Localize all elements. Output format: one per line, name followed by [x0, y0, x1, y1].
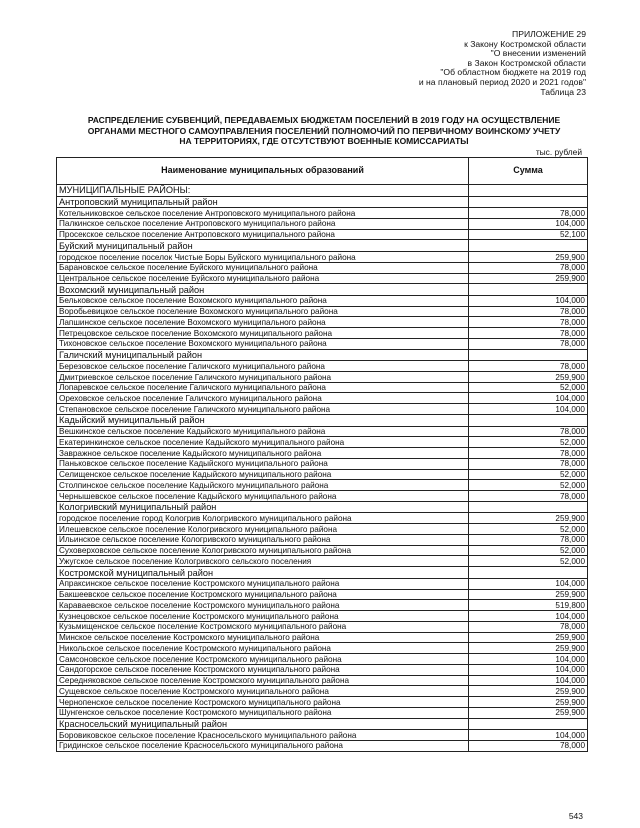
amount-cell: 104,000 — [469, 654, 588, 665]
section-name: Буйский муниципальный район — [57, 240, 469, 252]
amount-cell: 78,000 — [469, 448, 588, 459]
settlement-name: Илешевское сельское поселение Кологривского муниципального района — [57, 524, 469, 535]
page-number: 543 — [568, 811, 583, 821]
section-name: Вохомский муниципальный район — [57, 284, 469, 296]
settlement-name: Палкинское сельское поселение Антроповского муниципального района — [57, 218, 469, 229]
amount-cell: 104,000 — [469, 218, 588, 229]
settlement-name: Суховерховское сельское поселение Кологривского муниципального района — [57, 545, 469, 556]
settlement-name: Чернопенское сельское поселение Костромского муниципального района — [57, 697, 469, 708]
settlement-name: Никольское сельское поселение Костромского муниципального района — [57, 643, 469, 654]
amount-cell: 78,000 — [469, 317, 588, 328]
amount-cell: 52,000 — [469, 469, 588, 480]
amount-cell — [469, 185, 588, 197]
title-line: НА ТЕРРИТОРИЯХ, ГДЕ ОТСУТСТВУЮТ ВОЕННЫЕ КОМИССАРИАТЫ — [179, 136, 469, 146]
settlement-name: Дмитриевское сельское поселение Галичского муниципального района — [57, 371, 469, 382]
settlement-name: Селищенское сельское поселение Кадыйского муниципального района — [57, 469, 469, 480]
amount-cell — [469, 284, 588, 296]
units-label: тыс. рублей — [535, 147, 582, 157]
amount-cell — [469, 567, 588, 579]
section-name: Красносельский муниципальный район — [57, 718, 469, 730]
settlement-name: Лапшинское сельское поселение Вохомского муниципального района — [57, 317, 469, 328]
table-row — [57, 730, 588, 741]
section-row — [57, 414, 588, 426]
amount-cell: 259,900 — [469, 252, 588, 263]
settlement-name: Шунгенское сельское поселение Костромского муниципального района — [57, 707, 469, 718]
table-row — [57, 361, 588, 372]
title-line: РАСПРЕДЕЛЕНИЕ СУБВЕНЦИЙ, ПЕРЕДАВАЕМЫХ БЮДЖЕТАМ ПОСЕЛЕНИЙ В 2019 ГОДУ НА ОСУЩЕСТВЛЕНИЕ — [87, 115, 561, 125]
settlement-name: Боровиковское сельское поселение Красносельского муниципального района — [57, 730, 469, 741]
title-line: ОРГАНАМИ МЕСТНОГО САМОУПРАВЛЕНИЯ ПОСЕЛЕНИЙ ПОЛНОМОЧИЙ ПО ПЕРВИЧНОМУ ВОИНСКОМУ УЧЕТУ — [87, 125, 561, 136]
table-row — [57, 632, 588, 643]
amount-cell: 52,000 — [469, 556, 588, 567]
settlement-name: Сандогорское сельское поселение Костромского муниципального района — [57, 664, 469, 675]
table-row — [57, 621, 588, 632]
settlement-name: Караваевское сельское поселение Костромского муниципального района — [57, 600, 469, 611]
table-row — [57, 534, 588, 545]
table-row — [57, 448, 588, 459]
amount-cell: 104,000 — [469, 611, 588, 622]
table-row — [57, 578, 588, 589]
settlement-name: Самсоновское сельское поселение Костромского муниципального района — [57, 654, 469, 665]
amount-cell: 52,100 — [469, 229, 588, 240]
header-line: и на плановый период 2020 и 2021 годов" — [418, 76, 586, 87]
section-name: Костромской муниципальный район — [57, 567, 469, 579]
table-row — [57, 328, 588, 339]
table-row — [57, 382, 588, 393]
table-row — [57, 740, 588, 751]
amount-cell: 259,900 — [469, 589, 588, 600]
amount-cell: 104,000 — [469, 578, 588, 589]
table-row — [57, 513, 588, 524]
table-row — [57, 707, 588, 718]
amount-cell — [469, 718, 588, 730]
table-header-row — [57, 158, 588, 185]
amount-cell: 259,900 — [469, 643, 588, 654]
settlement-name: городское поселение город Кологрив Кологривского муниципального района — [57, 513, 469, 524]
section-row — [57, 196, 588, 208]
amount-cell: 52,000 — [469, 437, 588, 448]
table-row — [57, 229, 588, 240]
settlement-name: Ореховское сельское поселение Галичского муниципального района — [57, 393, 469, 404]
section-row — [57, 718, 588, 730]
section-name: Галичский муниципальный район — [57, 349, 469, 361]
table-row — [57, 426, 588, 437]
settlement-name: Гридинское сельское поселение Красносельского муниципального района — [57, 740, 469, 751]
table-row — [57, 371, 588, 382]
amount-cell: 259,900 — [469, 371, 588, 382]
settlement-name: Кузьмищенское сельское поселение Костромского муниципального района — [57, 621, 469, 632]
settlement-name: Степановское сельское поселение Галичского муниципального района — [57, 404, 469, 415]
document-header — [419, 30, 586, 97]
amount-cell: 259,900 — [469, 632, 588, 643]
settlement-name: Паньковское сельское поселение Кадыйского муниципального района — [57, 458, 469, 469]
table-row — [57, 469, 588, 480]
table-row — [57, 393, 588, 404]
settlement-name: Ильинское сельское поселение Кологривского муниципального района — [57, 534, 469, 545]
table-row — [57, 697, 588, 708]
header-line: в Закон Костромской области — [467, 57, 586, 68]
amount-cell: 78,000 — [469, 328, 588, 339]
amount-cell: 519,800 — [469, 600, 588, 611]
amount-cell — [469, 501, 588, 513]
table-row — [57, 545, 588, 556]
table-row — [57, 262, 588, 273]
settlement-name: Середняковское сельское поселение Костромского муниципального района — [57, 675, 469, 686]
amount-cell: 259,900 — [469, 697, 588, 708]
settlement-name: Ужугское сельское поселение Кологривского сельского поселения — [57, 556, 469, 567]
amount-cell: 104,000 — [469, 730, 588, 741]
table-body — [57, 185, 588, 752]
section-name: Антроповский муниципальный район — [57, 196, 469, 208]
section-row — [57, 240, 588, 252]
amount-cell: 52,000 — [469, 524, 588, 535]
amount-cell: 52,000 — [469, 480, 588, 491]
settlement-name: Бакшеевское сельское поселение Костромского муниципального района — [57, 589, 469, 600]
amount-cell: 78,000 — [469, 491, 588, 502]
header-line: Таблица 23 — [540, 86, 586, 97]
amount-cell — [469, 349, 588, 361]
section-name: Кологривский муниципальный район — [57, 501, 469, 513]
settlement-name: городское поселение поселок Чистые Боры Буйского муниципального района — [57, 252, 469, 263]
amount-cell: 78,000 — [469, 208, 588, 219]
table-row — [57, 208, 588, 219]
settlement-name: Сущевское сельское поселение Костромского муниципального района — [57, 686, 469, 697]
amount-cell: 78,000 — [469, 361, 588, 372]
settlement-name: Апраксинское сельское поселение Костромского муниципального района — [57, 578, 469, 589]
amount-cell: 259,900 — [469, 513, 588, 524]
amount-cell — [469, 196, 588, 208]
amount-cell: 78,000 — [469, 621, 588, 632]
section-name: МУНИЦИПАЛЬНЫЕ РАЙОНЫ: — [57, 185, 469, 197]
settlement-name: Тихоновское сельское поселение Вохомского муниципального района — [57, 338, 469, 349]
subsidy-table — [56, 157, 588, 752]
table-row — [57, 218, 588, 229]
table-row — [57, 437, 588, 448]
table-row — [57, 338, 588, 349]
section-row — [57, 185, 588, 197]
table-row — [57, 273, 588, 284]
table-row — [57, 524, 588, 535]
amount-cell: 104,000 — [469, 393, 588, 404]
table-row — [57, 686, 588, 697]
settlement-name: Столпинское сельское поселение Кадыйского муниципального района — [57, 480, 469, 491]
settlement-name: Екатеринкинское сельское поселение Кадыйского муниципального района — [57, 437, 469, 448]
settlement-name: Центральное сельское поселение Буйского муниципального района — [57, 273, 469, 284]
table-row — [57, 654, 588, 665]
table-row — [57, 556, 588, 567]
amount-cell: 259,900 — [469, 273, 588, 284]
table-row — [57, 643, 588, 654]
amount-cell: 259,900 — [469, 686, 588, 697]
amount-cell: 259,900 — [469, 707, 588, 718]
settlement-name: Лопаревское сельское поселение Галичского муниципального района — [57, 382, 469, 393]
amount-cell: 78,000 — [469, 306, 588, 317]
amount-cell: 78,000 — [469, 262, 588, 273]
settlement-name: Котельниковское сельское поселение Антроповского муниципального района — [57, 208, 469, 219]
amount-cell — [469, 414, 588, 426]
amount-cell: 52,000 — [469, 382, 588, 393]
amount-cell: 104,000 — [469, 404, 588, 415]
header-line: "Об областном бюджете на 2019 год — [440, 67, 586, 78]
table-row — [57, 600, 588, 611]
section-row — [57, 501, 588, 513]
column-header-amount: Сумма — [469, 158, 588, 185]
table-row — [57, 317, 588, 328]
section-row — [57, 567, 588, 579]
amount-cell: 78,000 — [469, 534, 588, 545]
table-row — [57, 480, 588, 491]
amount-cell: 52,000 — [469, 545, 588, 556]
document-title — [56, 115, 592, 147]
settlement-name: Бельковское сельское поселение Вохомского муниципального района — [57, 295, 469, 306]
table-row — [57, 675, 588, 686]
table-row — [57, 611, 588, 622]
settlement-name: Березовское сельское поселение Галичского муниципального района — [57, 361, 469, 372]
table-row — [57, 306, 588, 317]
column-header-name: Наименование муниципальных образований — [57, 158, 469, 185]
amount-cell: 78,000 — [469, 740, 588, 751]
section-row — [57, 349, 588, 361]
amount-cell: 104,000 — [469, 675, 588, 686]
settlement-name: Петрецовское сельское поселение Вохомского муниципального района — [57, 328, 469, 339]
settlement-name: Чернышевское сельское поселение Кадыйского муниципального района — [57, 491, 469, 502]
amount-cell — [469, 240, 588, 252]
table-row — [57, 295, 588, 306]
amount-cell: 104,000 — [469, 664, 588, 675]
section-row — [57, 284, 588, 296]
amount-cell: 78,000 — [469, 338, 588, 349]
table-row — [57, 664, 588, 675]
amount-cell: 78,000 — [469, 426, 588, 437]
header-line: ПРИЛОЖЕНИЕ 29 — [512, 29, 586, 39]
settlement-name: Просекское сельское поселение Антроповского муниципального района — [57, 229, 469, 240]
table-row — [57, 458, 588, 469]
amount-cell: 78,000 — [469, 458, 588, 469]
table-row — [57, 404, 588, 415]
table-row — [57, 491, 588, 502]
settlement-name: Вешкинское сельское поселение Кадыйского муниципального района — [57, 426, 469, 437]
settlement-name: Барановское сельское поселение Буйского муниципального района — [57, 262, 469, 273]
section-name: Кадыйский муниципальный район — [57, 414, 469, 426]
settlement-name: Завражное сельское поселение Кадыйского муниципального района — [57, 448, 469, 459]
header-line: "О внесении изменений — [490, 48, 586, 59]
table-row — [57, 252, 588, 263]
amount-cell: 104,000 — [469, 295, 588, 306]
settlement-name: Минское сельское поселение Костромского муниципального района — [57, 632, 469, 643]
table-row — [57, 589, 588, 600]
header-line: к Закону Костромской области — [464, 38, 586, 49]
settlement-name: Воробьевицкое сельское поселение Вохомского муниципального района — [57, 306, 469, 317]
settlement-name: Кузнецовское сельское поселение Костромского муниципального района — [57, 611, 469, 622]
